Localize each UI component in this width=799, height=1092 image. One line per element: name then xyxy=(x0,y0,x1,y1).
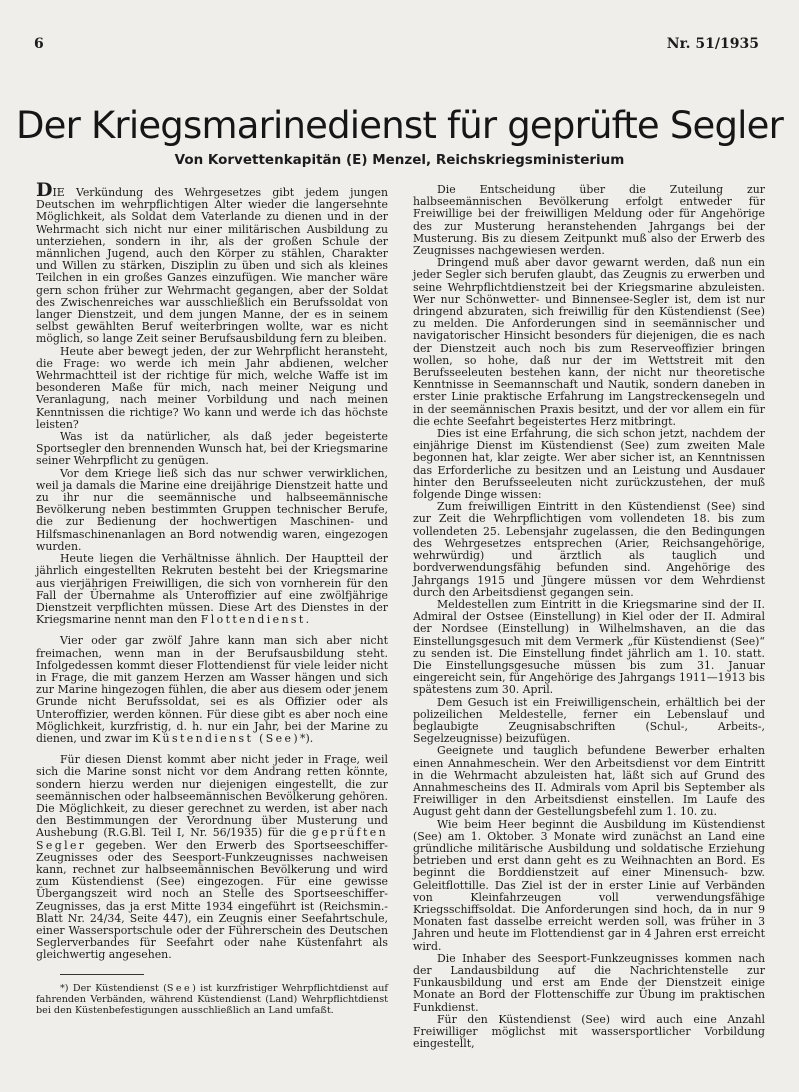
paragraph: Meldestellen zum Eintritt in die Kriegsmarine sind der II. Admiral der Ostsee (Einstellung) in Kiel oder der II. Admiral der Nordsee (Einstellung) in Wilhelmshaven, an die das Einstellungsgesuch mit dem Vermerk „für Küstendienst (See)“ zu senden ist. Die Einstellung findet jährlich am 1. 10. statt. Die Einstellungsgesuche müssen bis zum 31. Januar eingereicht sein, für Angehörige des Jahrgangs 1911—1913 bis spätestens zum 30. April. xyxy=(413,597,765,697)
article-byline: Von Korvettenkapitän (E) Menzel, Reichskriegsministerium xyxy=(174,152,625,168)
drop-cap: D xyxy=(36,179,53,201)
paragraph-end: gegeben. Wer den Erwerb des Sportseeschiffer-Zeugnisses oder des Seesport-Funkzeugnisses nachweisen kann, rechnet zur halbseemännischen Bevölkerung und wird zum Küstendienst (See) eingezogen. Für eine gewisse Übergangszeit wird noch an Stelle des Sportseeschiffer-Zeugnisses, das ja erst Mitte 1934 eingeführt ist (Reichsmin.-Blatt Nr. 24/34, Seite 447), ein Zeugnis einer Seefahrtschule, einer Wassersportschule oder der Führerschein des Deutschen Seglerverbandes für Seefahrt oder nahe Küstenfahrt als gleichwertig angesehen. xyxy=(36,838,388,962)
emphasis-term: Flottendienst xyxy=(200,613,306,627)
issue-number: Nr. 51/1935 xyxy=(666,36,759,52)
paragraph xyxy=(36,635,388,745)
paragraph: Heute aber bewegt jeden, der zur Wehrpflicht heransteht, die Frage: wo werde ich mein Jahr abdienen, welcher Wehrmachtteil ist der richtige für mich, welche Waffe ist im besonderen Maße für mich, nach meiner Neigung und Veranlagung, nach meiner Vorbildung und nach meinen Kenntnissen die richtige? Wo kann und werde ich das höchste leisten? xyxy=(36,344,388,431)
paragraph-text: Heute liegen die Verhältnisse ähnlich. Der Hauptteil der jährlich eingestellten Rekruten besteht bei der Kriegsmarine aus vierjährigen Freiwilligen, die sich von vornherein für den Fall der Übernahme als Unteroffizier auf eine zwölfjährige Dienstzeit verpflichten müssen. Diese Art des Dienstes in der Kriegsmarine nennt man den xyxy=(36,552,388,627)
paragraph: Für den Küstendienst (See) wird auch eine Anzahl Freiwilliger möglichst mit wassersportlicher Vorbildung eingestellt, xyxy=(413,1012,765,1051)
footnote-text: *) Der Küstendienst ( xyxy=(60,982,167,994)
paragraph: Die Inhaber des Seesport-Funkzeugnisses kommen nach der Landausbildung auf die Nachrichtenstelle zur Funkausbildung und erst am Ende der Dienstzeit einige Monate an Bord der Flottenschiffe zur Übung im praktischen Funkdienst. xyxy=(413,951,765,1014)
paragraph: Geeignete und tauglich befundene Bewerber erhalten einen Annahmeschein. Wer den Arbeitsdienst vor dem Eintritt in die Wehrmacht abzuleisten hat, läßt sich auf Grund des Annahmescheins des II. Admirals vom April bis September als Freiwilliger in den Arbeitsdienst einstellen. Im Laufe des August geht dann der Gestellungsbefehl zum 1. 10. zu. xyxy=(413,744,765,819)
paragraph-text: Für diesen Dienst kommt aber nicht jeder in Frage, weil sich die Marine sonst nicht vor dem Andrang retten könnte, sondern hierzu werden nur diejenigen eingestellt, die zur seemännischen oder halbseemännischen Bevölkerung gehören. Die Möglichkeit, zu dieser gerechnet zu werden, ist aber nach den Bestimmungen der Verordnung über Musterung und Aushebung (R.G.Bl. Teil I, Nr. 56/1935) für die xyxy=(36,753,388,840)
footnote-term: See xyxy=(166,982,193,994)
paragraph: Dies ist eine Erfahrung, die sich schon jetzt, nachdem der einjährige Dienst im Küstendienst (See) zum zweiten Male begonnen hat, klar zeigte. Wer aber sicher ist, an Kenntnissen das Erforderliche zu besitzen und an Leistung und Ausdauer hinter den Berufsseeleuten nicht zurückzustehen, der muß folgende Dinge wissen: xyxy=(413,427,765,502)
paragraph xyxy=(36,179,388,346)
right-column xyxy=(413,184,765,1050)
emphasis-term: geprüften Segler xyxy=(36,826,389,852)
paragraph: Dem Gesuch ist ein Freiwilligenschein, erhältlich bei der polizeilichen Meldestelle, ferner ein Lebenslauf und beglaubigte Zeugnisabschriften (Schul-, Arbeits-, Segelzeugnisse) beizufügen. xyxy=(413,695,765,746)
paragraph: Die Entscheidung über die Zuteilung zur halbseemännischen Bevölkerung erfolgt entweder für Freiwillige bei der freiwilligen Meldung oder für Angehörige des zur Musterung heranstehenden Jahrgangs bei der Musterung. Bis zu diesem Zeitpunkt muß also der Erwerb des Zeugnisses nachgewiesen werden. xyxy=(413,183,765,258)
paragraph: Zum freiwilligen Eintritt in den Küstendienst (See) sind zur Zeit die Wehrpflichtigen vom vollendeten 18. bis zum vollendeten 25. Lebensjahr zugelassen, die den Bedingungen des Wehrgesetzes entsprechen (Arier, Reichsangehörige, wehrwürdig) und ärztlich als tauglich und bordverwendungsfähig befunden sind. Angehörige des Jahrgangs 1915 und Jüngere müssen vor dem Wehrdienst durch den Arbeitsdienst gegangen sein. xyxy=(413,500,765,599)
article-title: Der Kriegsmarinedienst für geprüfte Segler xyxy=(15,104,784,147)
page-number: 6 xyxy=(34,36,44,52)
emphasis-term: Küstendienst (See) xyxy=(152,731,300,745)
footnote-end: ) ist kurzfristiger Wehrpflichtdienst auf fahrenden Verbänden, während Küstendienst (Land) Wehrpflichtdienst bei den Küstenbefestigungen ausschließlich an Land umfaßt. xyxy=(36,982,388,1016)
footnote-divider xyxy=(60,974,144,975)
paragraph: Was ist da natürlicher, als daß jeder begeisterte Sportsegler den brennenden Wunsch hat, bei der Kriegsmarine seiner Wehrpflicht zu genügen. xyxy=(36,430,388,468)
paragraph-end: . xyxy=(305,613,310,627)
paragraph-text: IE Verkündung des Wehrgesetzes gibt jedem jungen Deutschen im wehrpflichtigen Alter wieder die langersehnte Möglichkeit, als Soldat dem Vaterlande zu dienen und in der Wehrmacht sich nicht nur einer militärischen Ausbildung zu unterziehen, sondern in ihr, als der großen Schule der männlichen Jugend, auch den Körper zu stählen, Charakter und Willen zu stärken, Disziplin zu üben und sich als kleines Teilchen in ein großes Ganzes einzufügen. Wie mancher wäre gern schon früher zur Wehrmacht gegangen, aber der Soldat des Zwischenreiches war ausschließlich ein Berufssoldat von langer Dienstzeit, und dem jungen Manne, der es in seinem selbst gewählten Beruf weiterbringen wollte, war es nicht möglich, so lange Zeit seiner Berufsausbildung fern zu bleiben. xyxy=(36,186,388,346)
paragraph: Wie beim Heer beginnt die Ausbildung im Küstendienst (See) am 1. Oktober. 3 Monate wird zunächst an Land eine gründliche militärische Ausbildung und soldatische Erziehung betrieben und erst dann geht es zu Weihnachten an Bord. Es beginnt die Borddienstzeit auf einer Minensuch- bzw. Geleitflottille. Das Ziel ist der in erster Linie auf Verbänden von Kleinfahrzeugen voll verwendungsfähige Kriegsschiffsoldat. Die Anforderungen sind hoch, da in nur 9 Monaten fast dasselbe erreicht werden soll, was früher in 3 Jahren und heute im Flottendienst gar in 4 Jahren erst erreicht wird. xyxy=(413,817,765,953)
paragraph xyxy=(36,754,388,961)
paragraph: Dringend muß aber davor gewarnt werden, daß nun ein jeder Segler sich berufen glaubt, das Zeugnis zu erwerben und seine Wehrpflichtdienstzeit bei der Kriegsmarine abzuleisten. Wer nur Schönwetter- und Binnensee-Segler ist, dem ist nur dringend abzuraten, sich freiwillig für den Küstendienst (See) zu melden. Die Anforderungen sind in seemännischer und navigatorischer Hinsicht besonders für diejenigen, die es nach der Dienstzeit auch noch bis zum Reserveoffizier bringen wollen, so hohe, daß nur der im Wettstreit mit den Berufsseeleuten bestehen kann, der nicht nur theoretische Kenntnisse in Seemannschaft und Nautik, sondern daneben in erster Linie praktische Erfahrung im Langstreckensegeln und in der seemännischen Praxis besitzt, und der vor allem ein für die echte Seefahrt begeistertes Herz mitbringt. xyxy=(413,256,765,428)
footnote xyxy=(36,983,388,1016)
paragraph-end: *). xyxy=(300,731,314,745)
paragraph xyxy=(36,553,388,626)
paragraph-text: Vier oder gar zwölf Jahre kann man sich aber nicht freimachen, wenn man in der Berufsausbildung steht. Infolgedessen kommt dieser Flottendienst für viele leider nicht in Frage, die mit ganzem Herzen am Wasser hängen und sich zur Marine hingezogen fühlen, die aber aus diesem oder jenem Grunde nicht Berufssoldat, sei es als Offizier oder als Unteroffizier, werden können. Für diese gibt es aber noch eine Möglichkeit, kurzfristig, d. h. nur ein Jahr, bei der Marine zu dienen, und zwar im xyxy=(36,634,388,745)
paragraph: Vor dem Kriege ließ sich das nur schwer verwirklichen, weil ja damals die Marine eine dreijährige Dienstzeit hatte und zu ihr nur die seemännische und halbseemännische Bevölkerung neben bestimmten Gruppen technischer Berufe, die zur Bedienung der hochwertigen Maschinen- und Hilfsmaschinenanlagen an Bord notwendig waren, eingezogen wurden. xyxy=(36,466,388,553)
left-column xyxy=(36,179,389,1016)
